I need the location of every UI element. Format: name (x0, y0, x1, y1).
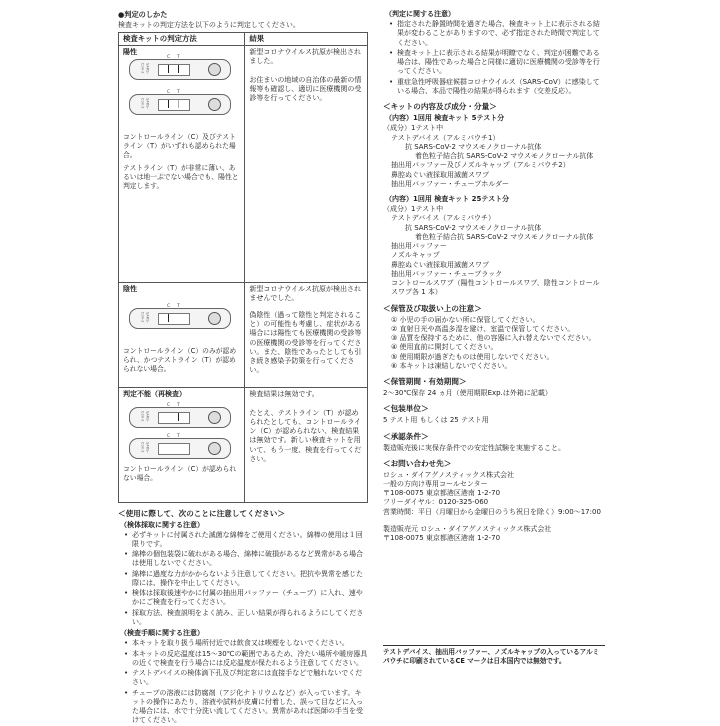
negative-label: 陰性 (123, 284, 137, 293)
sample-well (208, 312, 221, 325)
device-brand-label: SARS-CoV-2 (140, 62, 150, 74)
list-item: • テストデバイスの検体滴下孔及び判定窓には直接手などで触れないでください。 (132, 669, 368, 687)
component-line: 着色粒子結合抗 SARS-CoV-2 マウスモノクローナル抗体 (415, 232, 594, 241)
positive-condition-1: コントロールライン（C）及びテストライン（T）がいずれも認められた場合。 (123, 132, 236, 159)
component-line: 抗 SARS-CoV-2 マウスモノクローナル抗体 (405, 223, 542, 232)
list-item: ① 小児の手の届かない所に保管してください。 (391, 315, 540, 324)
judge-method-heading: ●判定のしかた (118, 10, 168, 19)
device-brand-label: SARS-CoV-2 (140, 97, 150, 109)
table-row-invalid (119, 387, 368, 502)
test-device-invalid-2 (129, 433, 231, 459)
c-marker: C (167, 54, 171, 60)
sample-well (208, 411, 221, 424)
judge-method-lead: 検査キットの判定方法を以下のように判定してください。 (118, 20, 300, 29)
sample-well (208, 63, 221, 76)
list-item: • 検体は採取後速やかに付属の抽出用バッファー（チューブ）に入れ、速やかにご検査を行ってください。 (132, 589, 368, 607)
negative-condition: コントロールライン（C）のみが認められ、かつテストライン（T）が認められない場合。 (123, 346, 237, 373)
period-heading: ＜保管期間・有効期間＞ (383, 377, 467, 386)
result-window (158, 64, 190, 76)
contact-line: 一般の方向け専用コールセンター (383, 480, 488, 488)
test-device-invalid-1 (129, 402, 231, 428)
maker-line: 製造販売元 ロシュ・ダイアグノスティックス株式会社 (383, 524, 552, 533)
footnote: テストデバイス、抽出用バッファー、ノズルキャップの入っているアルミパウチに印刷されているCE マークは日本国内では無効です。 (383, 648, 600, 665)
approval-heading: ＜承認条件＞ (383, 431, 429, 441)
negative-result-2: 偽陰性（過って陰性と判定されること）の可能性も考慮し、症状がある場合には陽性ても医療機関の受診等の医療機関の受診等を行ってください。また、陰性であったとしても引き続き感染予防策を行ってください。 (249, 310, 362, 375)
contact-heading: ＜お問い合わせ先＞ (383, 458, 452, 468)
list-item: ④ 使用直前に開封してください。 (391, 343, 498, 352)
list-item: • 綿棒に過度な力がかからないよう注意してください。把抗や異常を感じた際には、操作を中止してください。 (132, 570, 368, 588)
package-heading: ＜包装単位＞ (383, 404, 429, 414)
component-line: 鼻腔ぬぐい液採取用滅菌スワブ (391, 260, 489, 269)
negative-result-1: 新型コロナウイルス抗原が検出されませんでした。 (249, 284, 361, 302)
control-line (168, 100, 169, 108)
use-caution-heading: ＜使用に際して、次のことに注意してください＞ (118, 508, 285, 518)
component-line: 抗 SARS-CoV-2 マウスモノクローナル抗体 (405, 142, 542, 151)
list-item: • 重症急性呼吸器症候群コロナウイルス（SARS-CoV）に感染している場合、本品で陽性の結果が得られます（交差反応）。 (397, 78, 605, 96)
list-item: ② 直射日光や高温多湿を避け、室温で保管してください。 (391, 324, 575, 333)
result-window (158, 99, 190, 111)
invalid-result-1: 検査結果は無効です。 (249, 389, 319, 398)
right-column (383, 0, 605, 543)
kit25-title: （内容）1回用 検査キット 25テスト分 (385, 195, 510, 203)
contact-line: フリーダイヤル：0120-325-060 (383, 498, 489, 507)
result-window (158, 313, 190, 325)
list-item: ⑥ 本キットは凍結しないでください。 (391, 361, 512, 370)
package-text: 5 テスト用 もしくは 25 テスト用 (383, 416, 489, 425)
specimen-caution-heading: （検体採取に関する注意） (120, 520, 204, 529)
specimen-caution-list (118, 531, 368, 627)
c-marker: C (167, 402, 171, 408)
t-marker: T (177, 433, 180, 439)
judgement-table (118, 32, 368, 503)
header-method: 検査キットの判定方法 (119, 32, 245, 45)
list-item: • 指定された静置時間を過ぎた場合、検査キット上に表示される結果が変わることがありますので、必ず指定された時間で判定してください。 (397, 20, 605, 48)
table-row-negative (119, 282, 368, 387)
contact-line: ロシュ・ダイアグノスティックス株式会社 (383, 470, 515, 479)
test-caution-heading: （検査手順に関する注意） (120, 629, 204, 638)
list-item: • 本キットの反応温度は15〜30℃の範囲であるため、冷たい場所や暖房器具の近くで検査を行う場合には反応温度が保たれるよう注意してください。 (132, 650, 368, 668)
list-item: • 綿棒の個包装袋に破れがある場合、綿棒に破損があるなど異常がある場合は使用しないでください。 (132, 550, 368, 568)
result-window (158, 412, 190, 424)
kit5-title: （内容）1回用 検査キット 5テスト分 (385, 114, 505, 123)
invalid-condition: コントロールライン（C）が認められない場合。 (123, 464, 237, 482)
contact-block (383, 471, 605, 517)
table-header-row (119, 32, 368, 45)
c-marker: C (167, 89, 171, 95)
period-text: 2〜30℃保存 24 ヵ月（使用期限Exp.は外箱に記載） (383, 389, 552, 398)
list-item: ⑤ 使用期限が過ぎたものは使用しないでください。 (391, 352, 554, 361)
result-window (158, 443, 190, 455)
faint-test-line (178, 100, 179, 108)
list-item: • 採取方法、検査説明をよく読み、正しい結果が得られるようにしてください。 (132, 609, 368, 627)
sample-well (208, 98, 221, 111)
storage-heading: ＜保管及び取扱い上の注意＞ (383, 303, 482, 313)
component-line: 鼻腔ぬぐい液採取用滅菌スワブ (391, 170, 489, 179)
c-marker: C (167, 433, 171, 439)
judge-caution-heading: （判定に関する注意） (385, 10, 455, 18)
control-line (168, 65, 169, 73)
judge-caution-list (383, 20, 605, 96)
t-marker: T (177, 303, 180, 309)
invalid-result-2: たとえ、テストライン（T）が認められたとしても、コントロールライン（C）が認められない、検査結果は無効です。新しい検査キットを用いて、もう一度、検査を行ってください。 (249, 408, 362, 463)
kit-content-heading: ＜キットの内容及び成分・分量＞ (383, 102, 497, 112)
component-line: 抽出用バッファー・チューブラック (391, 269, 503, 278)
test-device-negative (129, 303, 231, 329)
component-line: テストデバイス（アルミパウチ1） (391, 133, 500, 142)
left-column (118, 0, 368, 726)
maker-block (383, 525, 605, 543)
list-item: • 本キットを取り扱う場所付近では飲食又は喫煙をしないでください。 (132, 639, 368, 648)
contact-line: 営業時間：平日（月曜日から金曜日のうち祝日を除く）9:00〜17:00 (383, 507, 601, 516)
invalid-label: 判定不能（再検査） (123, 389, 186, 398)
component-line: コントロールスワブ（陽性コントロールスワブ、陰性コントロールスワブ各 1 本） (391, 279, 600, 297)
component-line: （成分）1テスト中 (383, 124, 444, 133)
component-line: 着色粒子結合抗 SARS-CoV-2 マウスモノクローナル抗体 (415, 152, 594, 161)
footnote-divider (383, 645, 605, 646)
positive-condition-2: テストライン（T）が非常に薄い、あるいは地一ぷでない場合でも、陽性と判定します。 (123, 163, 239, 190)
c-marker: C (167, 303, 171, 309)
test-device-positive-2 (129, 89, 231, 115)
list-item: ③ 品質を保持するために、他の容器に入れ替えないでください。 (391, 334, 596, 343)
positive-label: 陽性 (123, 47, 137, 56)
positive-result-1: 新型コロナウイルス抗原が検出されました。 (249, 47, 361, 65)
positive-result-2: お住まいの地域の自治体の最新の情報等も確認し、適切に医療機関の受診等を行ってください。 (249, 75, 362, 103)
list-item: • チューブの溶液には防腐剤（アジ化ナトリウムなど）が入っています。キットの操作にあたり、溶液や試料が皮膚に付着した、誤って目などに入った場合には、水で十分洗い流してください。異常があれば医師の手当を受けてください。 (132, 689, 368, 726)
approval-text: 製造販売後に実保存条件での安定性試験を実施すること。 (383, 443, 565, 452)
component-line: ノズルキャップ (391, 251, 440, 260)
maker-line: 〒108-0075 東京都港区港南 1-2-70 (383, 534, 501, 543)
header-result: 結果 (245, 32, 368, 45)
component-line: 抽出用バッファー・チューブホルダー (391, 179, 510, 188)
test-line (178, 65, 179, 73)
component-line: テストデバイス（アルミパウチ） (391, 214, 495, 223)
kit25-component-list (383, 205, 605, 297)
device-brand-label: SARS-CoV-2 (140, 441, 150, 453)
test-caution-list (118, 639, 368, 725)
test-line (178, 413, 179, 421)
storage-list (383, 316, 605, 371)
kit5-component-list (383, 124, 605, 189)
component-line: （成分）1テスト中 (383, 205, 444, 214)
table-row-positive (119, 45, 368, 282)
t-marker: T (177, 89, 180, 95)
component-line: 抽出用バッファー及びノズルキャップ（アルミパウチ2） (391, 161, 570, 170)
device-brand-label: SARS-CoV-2 (140, 410, 150, 422)
sample-well (208, 442, 221, 455)
t-marker: T (177, 54, 180, 60)
t-marker: T (177, 402, 180, 408)
device-brand-label: SARS-CoV-2 (140, 311, 150, 323)
control-line (168, 314, 169, 322)
component-line: 抽出用バッファー (391, 242, 447, 251)
list-item: • 検査キット上に表示される結果が明瞭でなく、判定が困難である場合は、陽性であった場合と同様に適切に医療機関の受診等を行ってください。 (397, 49, 605, 77)
test-device-positive-1 (129, 54, 231, 80)
contact-line: 〒108-0075 東京都港区港南 1-2-70 (383, 489, 501, 498)
list-item: • 必ずキットに付属された滅菌な綿棒をご使用ください。綿棒の使用は１回限りです。 (132, 531, 368, 549)
